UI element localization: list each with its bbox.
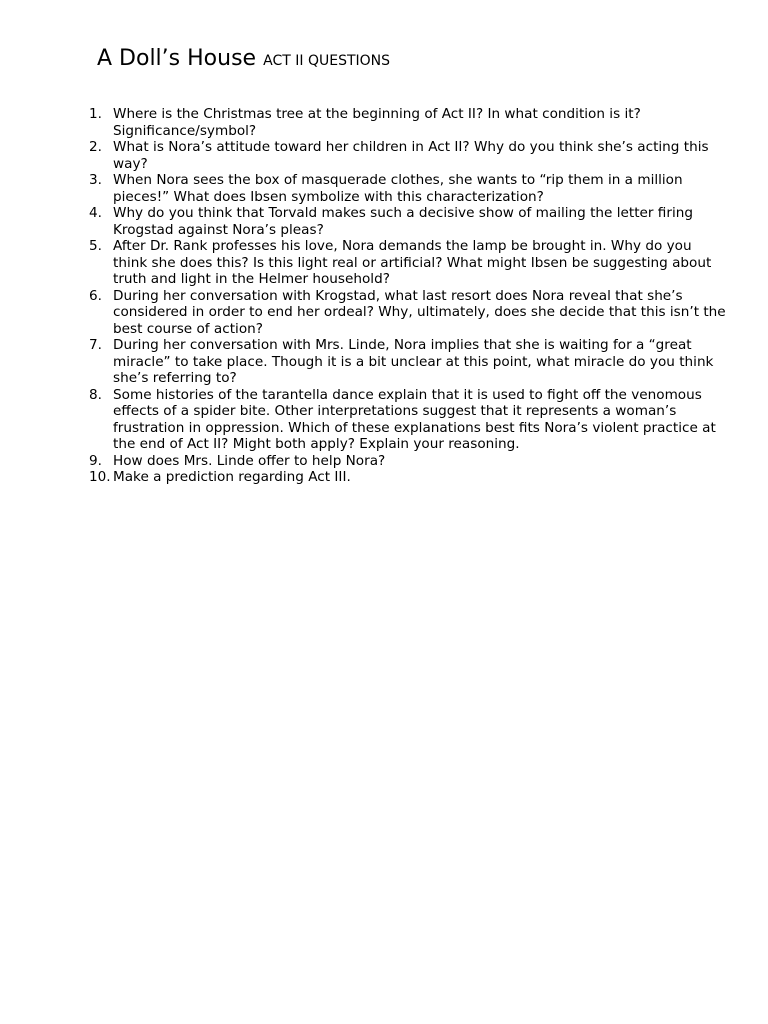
question-item <box>89 337 729 387</box>
question-number: 1. <box>89 106 102 122</box>
question-item <box>89 453 729 470</box>
question-item <box>89 205 729 238</box>
question-item <box>89 106 729 139</box>
question-text: During her conversation with Mrs. Linde, Nora implies that she is waiting for a “great miracle” to take place. Though it is a bit unclear at this point, what miracle do you think she’s referring to? <box>113 337 714 386</box>
question-number: 10. <box>89 469 111 485</box>
question-number: 2. <box>89 139 102 155</box>
question-text: After Dr. Rank professes his love, Nora demands the lamp be brought in. Why do you think she does this? Is this light real or artificial? What might Ibsen be suggesting about truth and light in the Helmer household? <box>113 238 712 287</box>
question-text: Why do you think that Torvald makes such a decisive show of mailing the letter firing Krogstad against Nora’s pleas? <box>113 205 693 238</box>
question-text: Some histories of the tarantella dance explain that it is used to fight off the venomous effects of a spider bite. Other interpretations suggest that it represents a woman’s frustration in oppression. Which of these explanations best fits Nora’s violent practice at the end of Act II? Might both apply? Explain your reasoning. <box>113 386 716 452</box>
question-item <box>89 469 729 486</box>
question-item <box>89 238 729 288</box>
question-number: 9. <box>89 452 102 469</box>
question-item <box>89 288 729 338</box>
question-text: What is Nora’s attitude toward her children in Act II? Why do you think she’s acting this way? <box>113 139 709 172</box>
title-line <box>97 44 390 76</box>
question-item <box>89 172 729 205</box>
question-text: Make a prediction regarding Act III. <box>113 469 351 485</box>
question-number: 5. <box>89 238 102 254</box>
question-number: 8. <box>89 386 102 403</box>
question-text: During her conversation with Krogstad, what last resort does Nora reveal that she’s considered in order to end her ordeal? Why, ultimately, does she decide that this isn’t the best course of action? <box>113 287 726 337</box>
document-title: A Doll’s House <box>97 46 257 71</box>
question-item <box>89 139 729 172</box>
question-number: 7. <box>89 337 102 353</box>
question-number: 6. <box>89 287 102 304</box>
document-subtitle: ACT II QUESTIONS <box>263 53 391 69</box>
question-text: When Nora sees the box of masquerade clothes, she wants to “rip them in a million pieces!” What does Ibsen symbolize with this characterization? <box>113 172 683 205</box>
question-text: Where is the Christmas tree at the beginning of Act II? In what condition is it? Significance/symbol? <box>113 106 641 139</box>
question-list <box>89 106 729 486</box>
question-text: How does Mrs. Linde offer to help Nora? <box>113 452 386 469</box>
question-number: 3. <box>89 172 102 188</box>
question-number: 4. <box>89 205 102 221</box>
question-item <box>89 387 729 453</box>
